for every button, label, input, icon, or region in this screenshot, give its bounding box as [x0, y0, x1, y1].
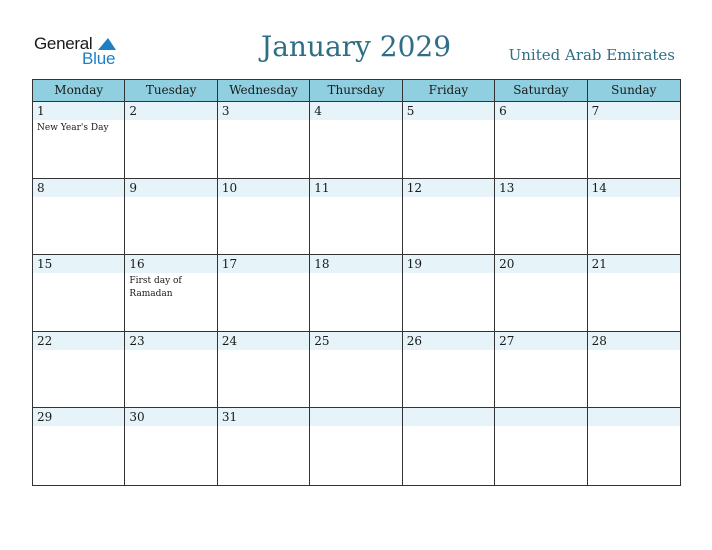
day-cell[interactable] [495, 332, 587, 408]
weekday-header: Wednesday [218, 80, 310, 101]
day-number: 18 [314, 257, 330, 272]
day-number: 12 [406, 180, 422, 195]
day-cell[interactable] [310, 102, 402, 178]
holiday-label: First day of Ramadan [129, 276, 182, 300]
logo-text-general: General [34, 34, 93, 53]
day-cell [310, 408, 402, 485]
day-number-band [218, 102, 309, 120]
weeks-container [33, 102, 680, 485]
day-cell[interactable] [125, 332, 217, 408]
day-number: 5 [406, 104, 415, 118]
day-cell[interactable] [33, 102, 125, 178]
week-row [33, 408, 680, 485]
day-number: 29 [37, 410, 53, 425]
day-number: 10 [221, 180, 238, 195]
day-number-band [588, 102, 680, 120]
weekday-header: Monday [33, 80, 125, 101]
day-number-band [310, 408, 401, 426]
day-cell[interactable] [218, 332, 310, 408]
day-number: 16 [129, 257, 145, 272]
day-cell[interactable] [588, 332, 680, 408]
weekday-header: Thursday [310, 80, 402, 101]
day-number: 14 [591, 180, 607, 195]
day-number: 31 [221, 410, 238, 425]
logo-text-blue: Blue [82, 49, 116, 68]
week-row [33, 179, 680, 256]
day-cell[interactable] [588, 179, 680, 255]
day-cell[interactable] [33, 179, 125, 255]
page-title: January 2029 [260, 30, 452, 63]
day-cell[interactable] [33, 255, 125, 331]
day-cell[interactable] [495, 102, 587, 178]
day-number: 19 [406, 257, 422, 272]
day-cell[interactable] [588, 102, 680, 178]
weekday-header: Sunday [611, 83, 657, 97]
day-cell[interactable] [218, 255, 310, 331]
day-number: 6 [499, 104, 507, 118]
day-cell[interactable] [125, 408, 217, 485]
day-number: 17 [221, 257, 238, 272]
day-number-band [403, 408, 494, 426]
day-cell[interactable] [310, 179, 402, 255]
day-number-band [125, 179, 216, 197]
day-cell [495, 408, 587, 485]
day-cell[interactable] [495, 255, 587, 331]
day-cell[interactable] [125, 255, 217, 331]
day-number: 3 [221, 104, 230, 118]
weekday-header: Friday [403, 80, 495, 101]
day-number: 26 [406, 333, 422, 348]
day-number-band [33, 102, 124, 120]
day-cell[interactable] [218, 102, 310, 178]
day-number: 13 [499, 180, 515, 195]
day-number: 4 [314, 104, 322, 118]
day-cell[interactable] [403, 332, 495, 408]
day-number: 8 [37, 180, 45, 195]
day-number: 30 [129, 410, 145, 425]
day-number-band [403, 102, 494, 120]
week-row [33, 102, 680, 179]
day-cell[interactable] [495, 179, 587, 255]
day-cell[interactable] [403, 255, 495, 331]
day-cell [403, 408, 495, 485]
day-cell[interactable] [33, 332, 125, 408]
day-number: 15 [37, 257, 53, 272]
day-cell[interactable] [218, 408, 310, 485]
day-number-band [495, 102, 586, 120]
day-number: 9 [129, 180, 138, 195]
day-number: 24 [221, 333, 238, 348]
day-cell[interactable] [403, 179, 495, 255]
day-cell [588, 408, 680, 485]
day-number: 28 [591, 333, 607, 348]
weekday-header: Saturday [495, 80, 587, 101]
day-cell[interactable] [218, 179, 310, 255]
day-cell[interactable] [310, 255, 402, 331]
day-cell[interactable] [588, 255, 680, 331]
weekday-header-row [33, 80, 680, 102]
country-label: United Arab Emirates [508, 46, 675, 64]
day-number: 20 [499, 257, 515, 272]
day-cell[interactable] [310, 332, 402, 408]
day-number-band [495, 408, 586, 426]
day-number-band [310, 102, 401, 120]
day-cell[interactable] [33, 408, 125, 485]
day-number: 27 [499, 333, 515, 348]
day-cell[interactable] [125, 179, 217, 255]
week-row [33, 332, 680, 409]
day-number: 21 [591, 257, 607, 272]
day-cell[interactable] [403, 102, 495, 178]
day-number: 25 [314, 333, 330, 348]
weekday-header: Tuesday [125, 80, 217, 101]
holiday-label: New Year's Day [37, 123, 109, 133]
calendar-grid [32, 79, 681, 486]
day-number-band [33, 179, 124, 197]
day-number-band [588, 408, 680, 426]
day-number: 23 [129, 333, 145, 348]
day-number: 11 [314, 180, 330, 195]
week-row [33, 255, 680, 332]
day-number: 2 [129, 104, 138, 118]
day-number: 1 [37, 104, 45, 118]
day-number: 7 [591, 104, 600, 118]
day-cell[interactable] [125, 102, 217, 178]
day-number: 22 [37, 333, 53, 348]
day-number-band [125, 102, 216, 120]
